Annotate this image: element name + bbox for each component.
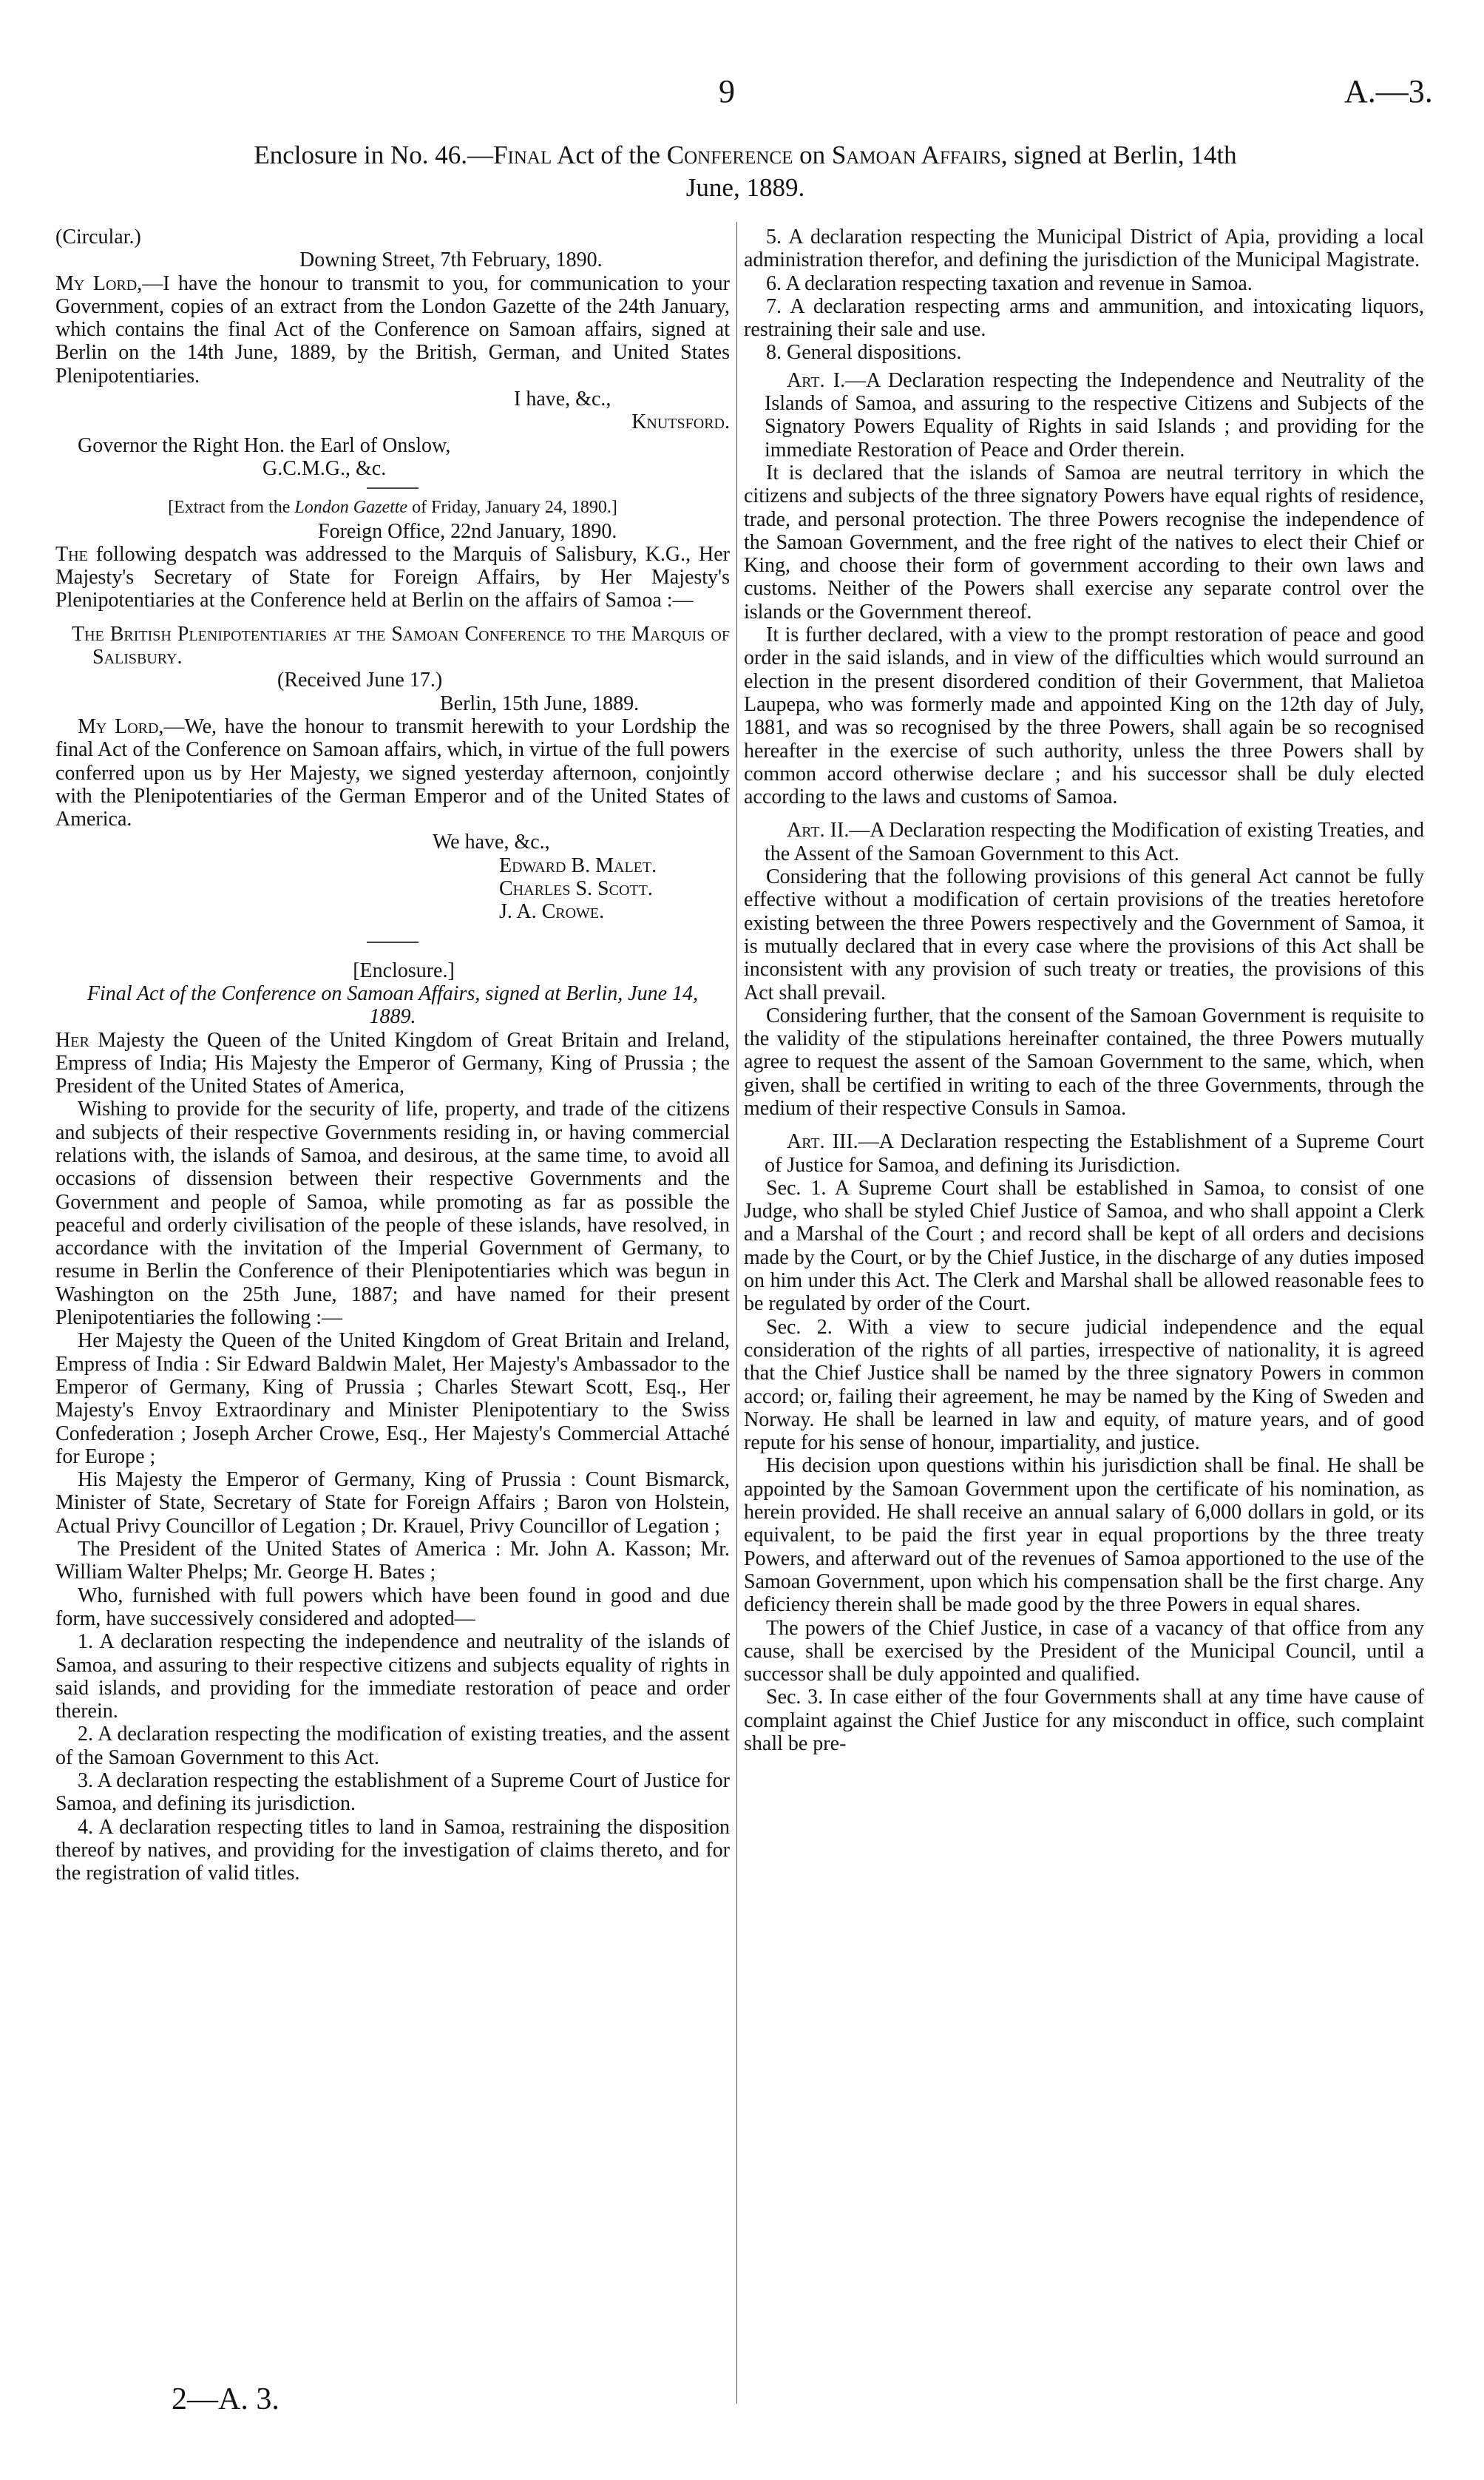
declaration-item: 8. General dispositions. <box>766 341 962 365</box>
section-1: Sec. 1. A Supreme Court shall be established in Samoa, to consist of one Judge, who shall be styled Chief Justice of Samoa, and who shall appoint a Clerk and a Marshal of the Court ; and record shall be kept of all orders and decisions made by the Court, or by the Chief Justice, in the discharge of any duties imposed on him under this Act. The Clerk and Marshal shall be allowed reasonable fees to be regulated by order of the Court. <box>744 1176 1424 1316</box>
british-plenipotentiaries: Her Majesty the Queen of the United Kingdom of Great Britain and Ireland, Empress of India : Sir Edward Baldwin Malet, Her Majesty's Ambassador to the Emperor of Germany, King of Prussia ; Charles Stewart Scott, Esq., Her Majesty's Envoy Extraordinary and Minister Plenipotentiary to the Swiss Confederation ; Joseph Archer Crowe, Esq., Her Majesty's Commercial Attaché for Europe ; <box>55 1329 730 1468</box>
article-1-paragraph-1: It is declared that the islands of Samoa are neutral territory in which the citizens and subjects of the three signatory Powers have equal rights of residence, trade, and personal protection. The three Powers recognise the independence of the Samoan Government, and the free right of the natives to elect their Chief or King, and choose their form of government according to their own laws and customs. Neither of the Powers shall exercise any separate control over the islands or the Government thereof. <box>744 461 1424 624</box>
letter-place-date: Downing Street, 7th February, 1890. <box>299 249 603 272</box>
despatch-paragraph <box>55 715 730 831</box>
extract-intro: following despatch was addressed to the Marquis of Salisbury, K.G., Her Majesty's Secretary of State for Foreign Affairs, by Her Majesty's Plenipotentiaries at the Conference held at Berlin on the affairs of Samoa :— <box>55 542 730 612</box>
heading-rest: signed at Berlin, 14th <box>1007 141 1237 169</box>
american-plenipotentiaries: The President of the United States of America : Mr. John A. Kasson; Mr. William Walter Phelps; Mr. George H. Bates ; <box>55 1538 730 1584</box>
german-plenipotentiaries: His Majesty the Emperor of Germany, King of Prussia : Count Bismarck, Minister of State, Secretary of State for Foreign Affairs ; Baron von Holstein, Actual Privy Councillor of Legation ; Dr. Krauel, Privy Councillor of Legation ; <box>55 1468 730 1538</box>
heading-final: Final <box>493 141 552 169</box>
extract-intro-paragraph <box>55 543 730 612</box>
enclosure-heading <box>58 139 1433 204</box>
page-number: 9 <box>719 73 735 109</box>
left-column <box>55 226 730 1885</box>
section-2: Sec. 2. With a view to secure judicial independence and the equal consideration of the rights of all parties, irrespective of nationality, it is agreed that the Chief Justice shall be named by the three signatory Powers in common accord; or, failing their agreement, he may be named by the King of Sweden and Norway. He shall be learned in law and equity, of mature years, and of good repute for his sense of honour, impartiality, and justice. <box>744 1315 1424 1455</box>
heading-mid1: Act of the <box>552 141 667 169</box>
right-column <box>744 226 1424 1755</box>
spacer <box>744 808 1424 819</box>
declaration-item: 3. A declaration respecting the establishment of a Supreme Court of Justice for Samoa, and defining its jurisdiction. <box>55 1769 730 1816</box>
article-1-title: —A Declaration respecting the Independence and Neutrality of the Islands of Samoa, and assuring to the respective Citizens and Subjects of the Signatory Powers Equality of Rights in said Islands ; and providing for the immediate Restoration of Peace and Order therein. <box>765 368 1425 462</box>
extract-place-date: Foreign Office, 22nd January, 1890. <box>318 519 617 543</box>
preamble-text: Majesty the Queen of the United Kingdom of Great Britain and Ireland, Empress of India; His Majesty the Emperor of Germany, King of Prussia ; the President of the United States of America, <box>55 1028 730 1098</box>
extract-heading-c: of Friday, January 24, 1890.] <box>407 498 617 518</box>
section-rule <box>367 487 419 489</box>
despatch-closing: We have, &c., <box>433 831 550 854</box>
article-1-label: Art. I. <box>787 368 846 392</box>
circular-label: (Circular.) <box>55 226 141 249</box>
column-divider <box>736 222 737 2404</box>
declaration-item: 1. A declaration respecting the independence and neutrality of the islands of Samoa, and assuring to their respective citizens and subjects equality of rights in said islands, and providing for the immediate restoration of peace and order therein. <box>55 1630 730 1723</box>
despatch-salutation: My Lord, <box>78 714 164 738</box>
heading-conference: Conference <box>666 141 793 169</box>
despatch-place-date: Berlin, 15th June, 1889. <box>440 692 640 715</box>
extract-lead-word: The <box>55 542 88 566</box>
preamble-lead-word: Her <box>55 1028 89 1052</box>
article-3-label: Art. III. <box>787 1130 858 1154</box>
section-2-paragraph-2: His decision upon questions within his jurisdiction shall be final. He shall be appointed by the Samoan Government upon the certificate of his nomination, as herein provided. He shall receive an annual salary of 6,000 dollars in gold, or its equivalent, to be paid the first year in equal proportions by the three treaty Powers, and afterward out of the revenues of Samoa apportioned to the use of the Samoan Government, upon which his compensation shall be the first charge. Any deficiency therein shall be made good by the three Powers in equal shares. <box>744 1454 1424 1617</box>
article-1-paragraph-2: It is further declared, with a view to the prompt restoration of peace and good order in the said islands, and in view of the difficulties which would surround an election in the present disordered condition of their Government, that Malietoa Laupepa, who was formerly made and appointed King on the 12th day of July, 1881, and was so recognised by the three Powers, shall again be so recognised hereafter in the exercise of such authority, unless the three Powers shall by common accord otherwise declare ; and his successor shall be duly elected according to the laws and customs of Samoa. <box>744 624 1424 809</box>
letter-addressee-1: Governor the Right Hon. the Earl of Onslow, <box>78 433 451 457</box>
declaration-item: 5. A declaration respecting the Municipal District of Apia, providing a local administration therefor, and defining the jurisdiction of the Municipal Magistrate. <box>744 226 1424 272</box>
declaration-item: 4. A declaration respecting titles to land in Samoa, restraining the disposition thereof by natives, and providing for the investigation of claims thereto, and for the registration of valid titles. <box>55 1815 730 1885</box>
letter-closing: I have, &c., <box>514 388 611 411</box>
despatch-sender-line: The British Plenipotentiaries at the Samoan Conference to the Marquis of Salisbury. <box>72 622 730 669</box>
signatory: Charles S. Scott. <box>499 877 653 901</box>
letter-signature: Knutsford. <box>631 410 730 434</box>
article-2-paragraph-2: Considering further, that the consent of the Samoan Government is requisite to the validity of the stipulations hereinafter contained, the three Powers mutually agree to request the assent of the Samoan Government to the same, which, when given, shall be certified in writing to each of the three Governments, through the medium of their respective Consuls in Samoa. <box>744 1004 1424 1120</box>
declaration-item: 7. A declaration respecting arms and ammunition, and intoxicating liquors, restraining their sale and use. <box>744 294 1424 342</box>
declaration-item: 2. A declaration respecting the modification of existing treaties, and the assent of the Samoan Government to this Act. <box>55 1723 730 1769</box>
article-1-heading <box>744 369 1424 462</box>
letter-addressee-2: G.C.M.G., &c. <box>262 456 387 480</box>
signatory: Edward B. Malet. <box>499 854 657 877</box>
heading-mid2: on <box>793 141 832 169</box>
document-reference: A.—3. <box>1344 73 1433 109</box>
section-2-paragraph-3: The powers of the Chief Justice, in case of a vacancy of that office from any cause, shall be exercised by the President of the Municipal Council, until a successor shall be duly appointed and qualified. <box>744 1616 1424 1686</box>
article-3-title: —A Declaration respecting the Establishment of a Supreme Court of Justice for Samoa, and defining its Jurisdiction. <box>765 1130 1424 1177</box>
extract-heading <box>55 496 730 519</box>
heading-prefix: Enclosure in No. 46.— <box>254 141 494 169</box>
printer-signature: 2—A. 3. <box>172 2382 279 2416</box>
article-2-label: Art. II. <box>787 819 850 842</box>
section-3: Sec. 3. In case either of the four Governments shall at any time have cause of complaint against the Chief Justice for any misconduct in office, such complaint shall be pre- <box>744 1686 1424 1755</box>
who-paragraph: Who, furnished with full powers which have been found in good and due form, have successively considered and adopted— <box>55 1584 730 1630</box>
spacer <box>55 612 730 623</box>
extract-heading-a: [Extract from the <box>168 498 295 518</box>
article-2-heading <box>744 819 1424 865</box>
wishing-paragraph: Wishing to provide for the security of life, property, and trade of the citizens and subjects of their respective Governments residing in, or having commercial relations with, the islands of Samoa, and desirous, at the same time, to avoid all occasions of dissension between their respective Governments and the Government and people of Samoa, while promoting as far as possible the peaceful and orderly civilisation of the people of these islands, have resolved, in accordance with the invitation of the Imperial Government of Germany, to resume in Berlin the Conference of their Plenipotentiaries which was begun in Washington on the 25th June, 1887; and have named for their present Plenipotentiaries the following :— <box>55 1098 730 1330</box>
heading-line2: June, 1889. <box>685 173 805 202</box>
signatory: J. A. Crowe. <box>499 900 605 924</box>
despatch-received: (Received June 17.) <box>277 669 443 692</box>
despatch-body: —We, have the honour to transmit herewith to your Lordship the final Act of the Conference on Samoan affairs, which, in virtue of the full powers conferred upon us by Her Majesty, we signed yesterday afternoon, conjointly with the Plenipotentiaries of the German Emperor and of the United States of America. <box>55 714 730 831</box>
section-rule <box>367 942 419 943</box>
enclosure-label: [Enclosure.] <box>353 959 455 982</box>
article-2-title: —A Declaration respecting the Modification of existing Treaties, and the Assent of the Samoan Government to this Act. <box>765 819 1424 865</box>
declaration-item: 6. A declaration respecting taxation and revenue in Samoa. <box>766 271 1253 295</box>
extract-heading-gazette: London Gazette <box>294 498 408 518</box>
preamble-paragraph <box>55 1029 730 1098</box>
article-3-heading <box>744 1130 1424 1177</box>
letter-body: —I have the honour to transmit to you, for communication to your Government, copies of an extract from the London Gazette of the 24th January, which contains the final Act of the Conference on Samoan affairs, signed at Berlin on the 14th June, 1889, by the British, German, and United States Plenipotentiaries. <box>55 271 730 388</box>
article-2-paragraph-1: Considering that the following provisions of this general Act cannot be fully effective without a modification of certain provisions of the treaties heretofore existing between the three Powers respectively and the Government of Samoa, it is mutually declared that in every case where the provisions of this Act shall be inconsistent with any provision of such treaty or treaties, the provisions of this Act shall prevail. <box>744 865 1424 1004</box>
spacer <box>744 1120 1424 1130</box>
final-act-title: Final Act of the Conference on Samoan Affairs, signed at Berlin, June 14, 1889. <box>87 981 699 1029</box>
heading-samoan-affairs: Samoan Affairs, <box>831 141 1008 169</box>
letter-paragraph <box>55 272 730 388</box>
letter-salutation: My Lord, <box>55 271 143 295</box>
